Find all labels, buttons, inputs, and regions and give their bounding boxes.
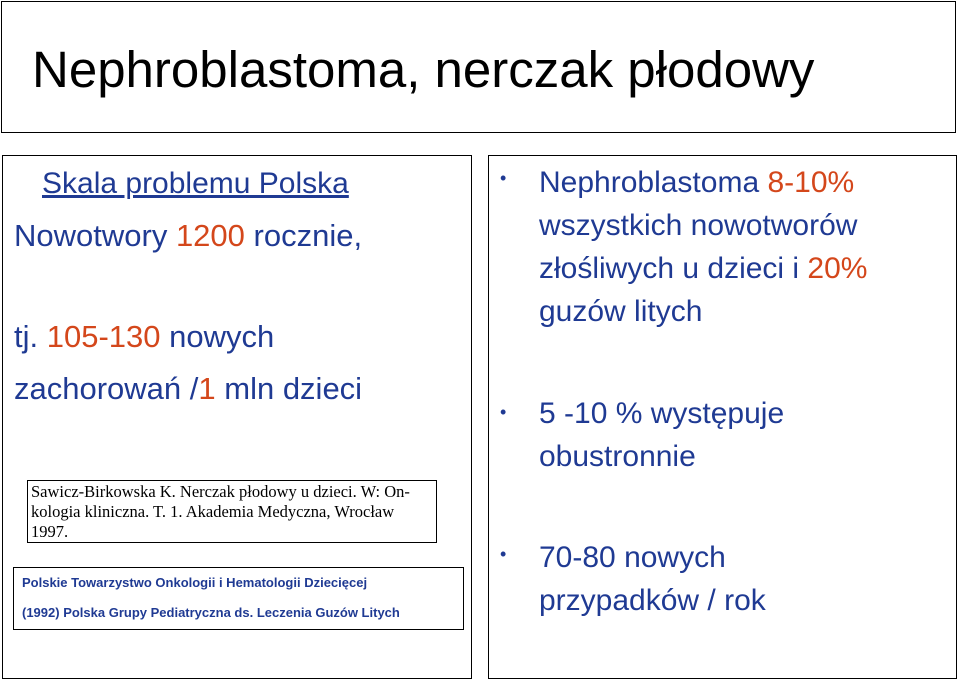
bullet-number: 20%	[807, 252, 868, 285]
stat-number: 1200	[175, 218, 245, 253]
bullet-new-cases	[539, 536, 766, 622]
bullet-bilateral	[539, 392, 784, 478]
bullet-icon: •	[500, 544, 507, 564]
bullet-text: guzów litych	[539, 295, 703, 328]
bullet-share	[539, 161, 867, 333]
org-line: (1992) Polska Grupy Pediatryczna ds. Leczenia Guzów Litych	[22, 605, 400, 620]
stat-text: rocznie,	[244, 218, 363, 253]
citation-line: 1997.	[31, 522, 69, 541]
bullet-number: 8-10%	[767, 166, 855, 199]
org-line: Polskie Towarzystwo Onkologii i Hematologii Dziecięcej	[22, 575, 368, 590]
stat-number: 1	[198, 371, 216, 406]
stat-text: Nowotwory	[14, 218, 176, 253]
stat-line-new-cases	[14, 319, 274, 355]
bullet-text: 5 -10 % występuje	[539, 397, 785, 430]
citation-image	[27, 480, 437, 543]
stat-number: 105-130	[46, 319, 161, 354]
stat-text: tj.	[14, 319, 47, 354]
bullet-text: wszystkich nowotworów	[539, 209, 858, 242]
title-box	[1, 1, 956, 133]
bullet-icon: •	[500, 168, 507, 188]
bullet-icon: •	[500, 402, 507, 422]
stat-text: mln dzieci	[215, 371, 363, 406]
bullet-text: przypadków / rok	[539, 584, 766, 617]
stat-line-per-million	[14, 371, 362, 407]
citation-line: kologia kliniczna. T. 1. Akademia Medyczna, Wrocław	[31, 502, 395, 521]
organization-box	[13, 567, 464, 630]
stat-text: zachorowań /	[14, 371, 199, 406]
bullet-text: obustronnie	[539, 440, 696, 473]
stat-text: nowych	[160, 319, 275, 354]
stat-line-annual	[14, 218, 362, 254]
bullet-text: Nephroblastoma	[539, 166, 768, 199]
citation-line: Sawicz-Birkowska K. Nerczak płodowy u dzieci. W: On-	[31, 482, 410, 501]
page-title: Nephroblastoma, nerczak płodowy	[32, 41, 815, 98]
section-heading: Skala problemu Polska	[42, 167, 349, 200]
bullet-text: złośliwych u dzieci i	[539, 252, 808, 285]
bullet-text: 70-80 nowych	[539, 541, 726, 574]
